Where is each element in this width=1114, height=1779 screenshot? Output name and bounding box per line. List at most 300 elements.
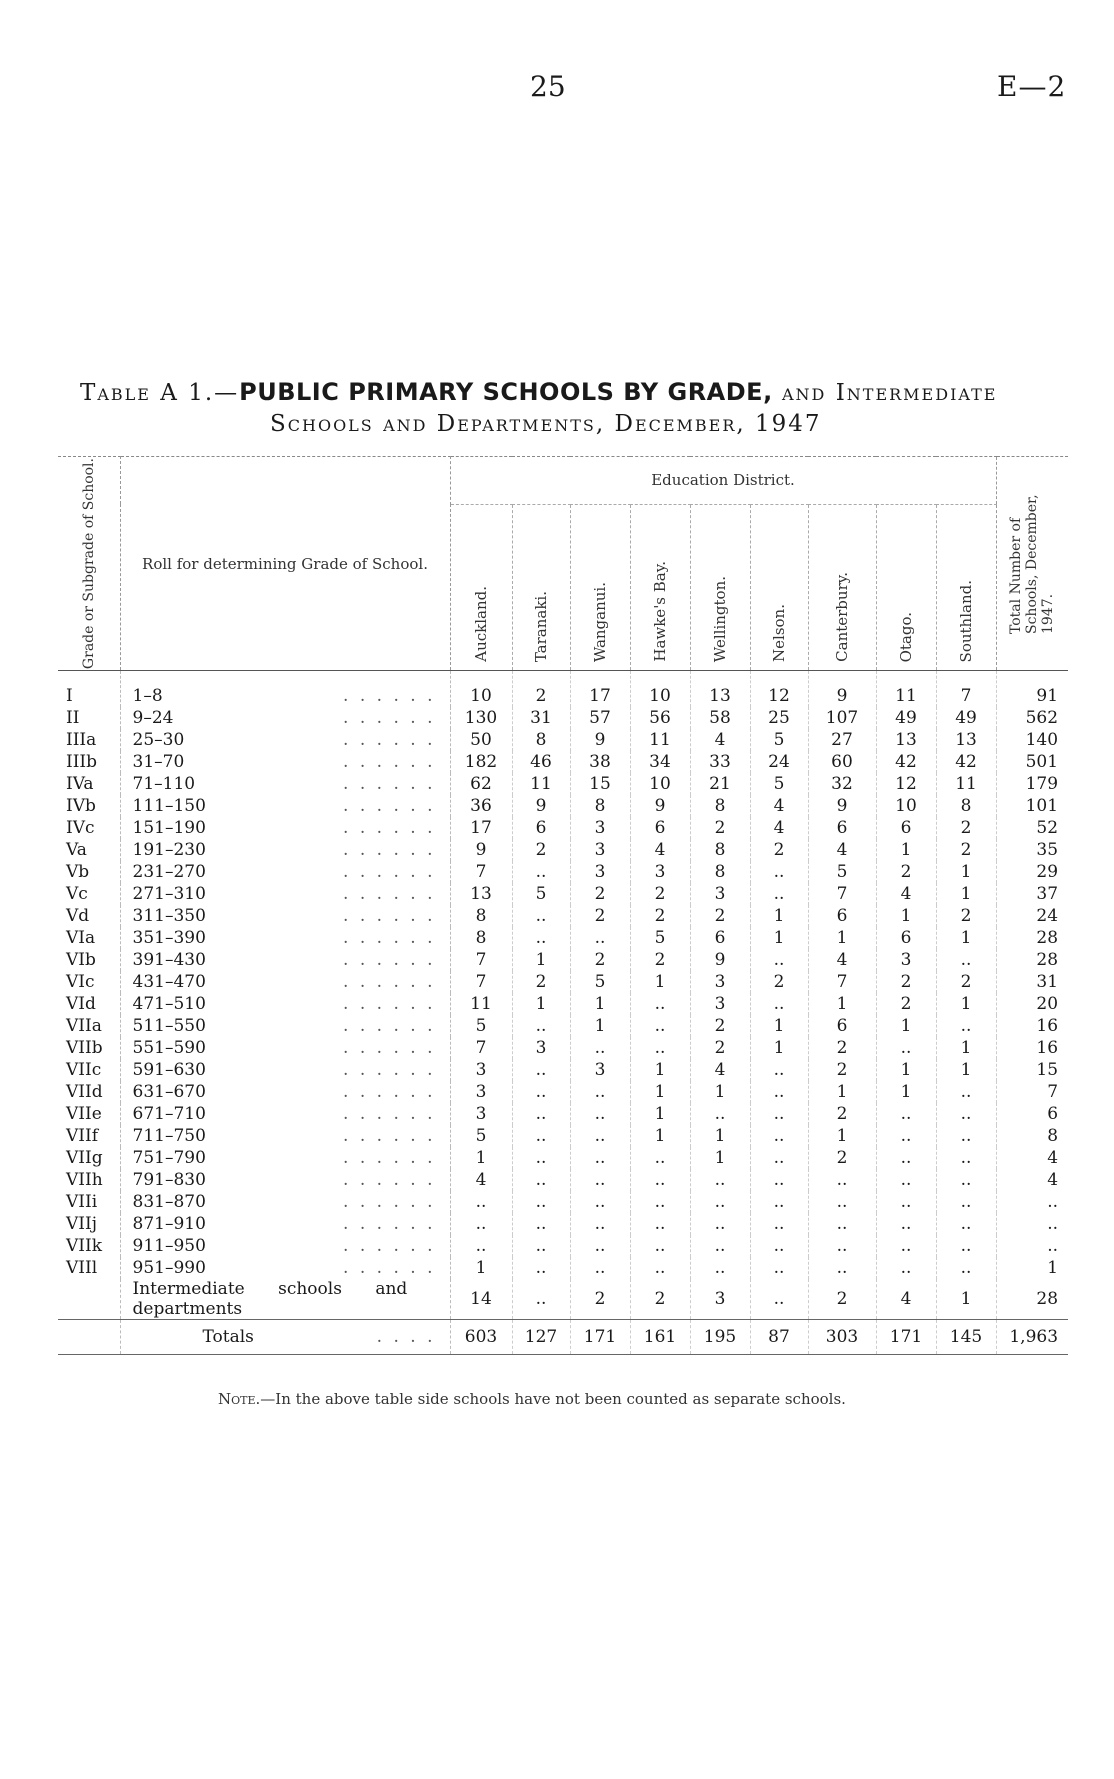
district-value-cell: .. — [512, 1081, 570, 1103]
page-reference: E—2 — [997, 70, 1067, 103]
district-value-cell: .. — [876, 1235, 936, 1257]
district-value-cell: .. — [936, 1235, 996, 1257]
table-row — [58, 861, 1068, 883]
table-row — [58, 993, 1068, 1015]
district-value-cell: .. — [630, 1015, 690, 1037]
roll-cell: 751–790 . . . . . . — [120, 1147, 450, 1169]
district-value-cell: 3 — [450, 1103, 512, 1125]
district-value-cell: 11 — [876, 671, 936, 708]
total-cell: 140 — [996, 729, 1068, 751]
roll-cell: 791–830 . . . . . . — [120, 1169, 450, 1191]
table-row — [58, 1235, 1068, 1257]
district-value-cell: 4 — [876, 883, 936, 905]
table-row — [58, 1147, 1068, 1169]
district-value-cell: 4 — [808, 839, 876, 861]
district-value-cell: 14 — [450, 1279, 512, 1320]
district-value-cell: 6 — [630, 817, 690, 839]
roll-cell: 351–390 . . . . . . — [120, 927, 450, 949]
district-value-cell: .. — [570, 927, 630, 949]
district-value-cell: 6 — [690, 927, 750, 949]
district-value-cell: .. — [630, 1257, 690, 1279]
district-value-cell: .. — [750, 1279, 808, 1320]
grade-cell: IVa — [58, 773, 120, 795]
total-cell: 31 — [996, 971, 1068, 993]
grade-cell: VIb — [58, 949, 120, 971]
district-value-cell: 2 — [690, 1015, 750, 1037]
roll-cell: 871–910 . . . . . . — [120, 1213, 450, 1235]
district-value-cell: 1 — [936, 1059, 996, 1081]
grade-column-header: Grade or Subgrade of School. — [58, 457, 120, 671]
table-row — [58, 1257, 1068, 1279]
district-value-cell: 2 — [936, 971, 996, 993]
title-prefix: Table A 1.— — [80, 380, 240, 406]
intermediate-row — [58, 1279, 1068, 1320]
total-cell: 179 — [996, 773, 1068, 795]
district-value-cell: 3 — [690, 971, 750, 993]
grade-cell — [58, 1320, 120, 1355]
table-row — [58, 927, 1068, 949]
district-total-cell: 87 — [750, 1320, 808, 1355]
district-total-cell: 603 — [450, 1320, 512, 1355]
district-value-cell: .. — [750, 1103, 808, 1125]
district-value-cell: 2 — [808, 1037, 876, 1059]
district-value-cell: .. — [570, 1125, 630, 1147]
district-value-cell: .. — [570, 1235, 630, 1257]
district-value-cell: 2 — [570, 949, 630, 971]
grade-cell: Vb — [58, 861, 120, 883]
district-value-cell: .. — [750, 1059, 808, 1081]
district-value-cell: .. — [876, 1147, 936, 1169]
grade-cell — [58, 1279, 120, 1320]
total-cell: 35 — [996, 839, 1068, 861]
district-value-cell: .. — [630, 1147, 690, 1169]
roll-cell: 591–630 . . . . . . — [120, 1059, 450, 1081]
district-value-cell: 8 — [690, 795, 750, 817]
table-row — [58, 729, 1068, 751]
district-value-cell: 15 — [570, 773, 630, 795]
grade-cell: VIIl — [58, 1257, 120, 1279]
district-value-cell: 34 — [630, 751, 690, 773]
grade-cell: VIIg — [58, 1147, 120, 1169]
district-value-cell: 4 — [808, 949, 876, 971]
roll-cell: 391–430 . . . . . . — [120, 949, 450, 971]
district-value-cell: 7 — [808, 971, 876, 993]
district-value-cell: 2 — [936, 817, 996, 839]
district-value-cell: 3 — [570, 817, 630, 839]
district-value-cell: 24 — [750, 751, 808, 773]
district-value-cell: 6 — [808, 817, 876, 839]
roll-cell: 31–70 . . . . . . — [120, 751, 450, 773]
district-value-cell: .. — [876, 1191, 936, 1213]
grade-cell: VId — [58, 993, 120, 1015]
title-bold: PUBLIC PRIMARY SCHOOLS BY GRADE, — [239, 378, 773, 406]
district-value-cell: 1 — [630, 1081, 690, 1103]
district-value-cell: 1 — [570, 1015, 630, 1037]
district-value-cell: .. — [512, 1059, 570, 1081]
total-cell: 28 — [996, 1279, 1068, 1320]
district-header: Otago. — [876, 504, 936, 670]
district-value-cell: 1 — [936, 861, 996, 883]
district-value-cell: 10 — [630, 671, 690, 708]
district-value-cell: 27 — [808, 729, 876, 751]
district-value-cell: 25 — [750, 707, 808, 729]
district-value-cell: .. — [690, 1235, 750, 1257]
roll-cell: 191–230 . . . . . . — [120, 839, 450, 861]
district-value-cell: 2 — [512, 839, 570, 861]
district-value-cell: 17 — [570, 671, 630, 708]
table-row — [58, 1081, 1068, 1103]
district-value-cell: .. — [876, 1103, 936, 1125]
grade-cell: VIIi — [58, 1191, 120, 1213]
district-value-cell: 1 — [876, 1081, 936, 1103]
district-value-cell: .. — [570, 1081, 630, 1103]
district-value-cell: 3 — [570, 839, 630, 861]
district-value-cell: 1 — [750, 905, 808, 927]
district-value-cell: 13 — [450, 883, 512, 905]
district-value-cell: 9 — [630, 795, 690, 817]
district-value-cell: 2 — [630, 883, 690, 905]
district-value-cell: .. — [512, 1147, 570, 1169]
total-cell: 91 — [996, 671, 1068, 708]
district-value-cell: 6 — [808, 905, 876, 927]
grade-cell: IIIa — [58, 729, 120, 751]
district-value-cell: 1 — [690, 1147, 750, 1169]
grade-cell: VIIk — [58, 1235, 120, 1257]
district-value-cell: .. — [690, 1213, 750, 1235]
district-value-cell: .. — [936, 1125, 996, 1147]
district-value-cell: .. — [450, 1213, 512, 1235]
table-row — [58, 1059, 1068, 1081]
district-value-cell: 1 — [690, 1125, 750, 1147]
district-value-cell: .. — [936, 1147, 996, 1169]
district-value-cell: 36 — [450, 795, 512, 817]
schools-table — [58, 456, 1068, 1355]
roll-cell: 831–870 . . . . . . — [120, 1191, 450, 1213]
table-row — [58, 839, 1068, 861]
district-value-cell: .. — [750, 949, 808, 971]
table-row — [58, 773, 1068, 795]
district-value-cell: .. — [570, 1147, 630, 1169]
district-value-cell: 42 — [876, 751, 936, 773]
district-value-cell: .. — [936, 1169, 996, 1191]
district-value-cell: 21 — [690, 773, 750, 795]
roll-cell: 1–8 . . . . . . — [120, 671, 450, 708]
district-value-cell: 1 — [936, 1037, 996, 1059]
table-row — [58, 971, 1068, 993]
roll-cell: 511–550 . . . . . . — [120, 1015, 450, 1037]
district-value-cell: 1 — [808, 927, 876, 949]
district-value-cell: 8 — [512, 729, 570, 751]
district-value-cell: 38 — [570, 751, 630, 773]
district-total-cell: 171 — [570, 1320, 630, 1355]
district-value-cell: 12 — [876, 773, 936, 795]
district-value-cell: 1 — [936, 927, 996, 949]
district-value-cell: 56 — [630, 707, 690, 729]
total-cell: 29 — [996, 861, 1068, 883]
district-value-cell: 6 — [512, 817, 570, 839]
district-value-cell: 7 — [450, 861, 512, 883]
district-total-cell: 195 — [690, 1320, 750, 1355]
district-value-cell: 2 — [936, 839, 996, 861]
district-value-cell: .. — [512, 1103, 570, 1125]
grade-cell: Vd — [58, 905, 120, 927]
district-value-cell: .. — [750, 883, 808, 905]
district-value-cell: 8 — [690, 861, 750, 883]
district-value-cell: .. — [570, 1191, 630, 1213]
total-cell: 8 — [996, 1125, 1068, 1147]
district-value-cell: .. — [570, 1257, 630, 1279]
district-value-cell: .. — [750, 1125, 808, 1147]
district-value-cell: .. — [512, 1191, 570, 1213]
district-header: Nelson. — [750, 504, 808, 670]
district-value-cell: .. — [936, 1015, 996, 1037]
district-value-cell: 10 — [876, 795, 936, 817]
district-value-cell: 1 — [630, 1125, 690, 1147]
district-value-cell: .. — [570, 1103, 630, 1125]
district-value-cell: 1 — [450, 1147, 512, 1169]
district-value-cell: .. — [808, 1235, 876, 1257]
district-value-cell: 2 — [570, 1279, 630, 1320]
district-value-cell: .. — [876, 1213, 936, 1235]
district-value-cell: 1 — [876, 905, 936, 927]
grade-cell: VIIf — [58, 1125, 120, 1147]
total-cell: 15 — [996, 1059, 1068, 1081]
district-value-cell: .. — [570, 1169, 630, 1191]
district-value-cell: 8 — [936, 795, 996, 817]
district-value-cell: .. — [690, 1257, 750, 1279]
district-value-cell: 2 — [570, 905, 630, 927]
district-value-cell: 8 — [570, 795, 630, 817]
district-value-cell: 2 — [512, 671, 570, 708]
district-value-cell: 2 — [690, 1037, 750, 1059]
district-value-cell: 2 — [808, 1279, 876, 1320]
district-value-cell: 1 — [750, 1015, 808, 1037]
district-value-cell: 2 — [876, 861, 936, 883]
district-value-cell: 6 — [876, 927, 936, 949]
district-value-cell: 11 — [450, 993, 512, 1015]
district-value-cell: 4 — [876, 1279, 936, 1320]
district-value-cell: 6 — [808, 1015, 876, 1037]
district-value-cell: 1 — [750, 927, 808, 949]
district-value-cell: 1 — [808, 1125, 876, 1147]
table-row — [58, 1169, 1068, 1191]
grade-cell: VIa — [58, 927, 120, 949]
district-value-cell: 5 — [512, 883, 570, 905]
district-value-cell: 4 — [630, 839, 690, 861]
district-value-cell: .. — [512, 861, 570, 883]
district-value-cell: 11 — [512, 773, 570, 795]
district-value-cell: 1 — [808, 993, 876, 1015]
district-value-cell: 3 — [512, 1037, 570, 1059]
roll-cell: 111–150 . . . . . . — [120, 795, 450, 817]
district-value-cell: 9 — [570, 729, 630, 751]
district-value-cell: 1 — [876, 1059, 936, 1081]
district-value-cell: 4 — [750, 795, 808, 817]
district-value-cell: 5 — [450, 1125, 512, 1147]
district-value-cell: 3 — [690, 1279, 750, 1320]
district-value-cell: 2 — [808, 1147, 876, 1169]
district-value-cell: 107 — [808, 707, 876, 729]
district-value-cell: 2 — [570, 883, 630, 905]
district-value-cell: 13 — [936, 729, 996, 751]
district-value-cell: .. — [750, 1147, 808, 1169]
roll-cell: 711–750 . . . . . . — [120, 1125, 450, 1147]
grade-cell: VIIe — [58, 1103, 120, 1125]
district-value-cell: .. — [690, 1191, 750, 1213]
district-total-cell: 161 — [630, 1320, 690, 1355]
district-value-cell: .. — [630, 1037, 690, 1059]
district-value-cell: .. — [876, 1037, 936, 1059]
district-value-cell: 1 — [936, 1279, 996, 1320]
district-value-cell: 2 — [512, 971, 570, 993]
district-value-cell: 8 — [450, 927, 512, 949]
table-subtitle: Schools and Departments, December, 1947 — [270, 411, 822, 437]
district-value-cell: 3 — [690, 883, 750, 905]
district-value-cell: .. — [512, 1257, 570, 1279]
schools-table-container — [58, 456, 1068, 1355]
grade-cell: I — [58, 671, 120, 708]
district-value-cell: 2 — [690, 905, 750, 927]
district-value-cell: .. — [936, 1257, 996, 1279]
district-value-cell: .. — [512, 1279, 570, 1320]
district-value-cell: 9 — [808, 671, 876, 708]
district-value-cell: 11 — [936, 773, 996, 795]
district-value-cell: 3 — [876, 949, 936, 971]
district-value-cell: 12 — [750, 671, 808, 708]
district-value-cell: 1 — [630, 1059, 690, 1081]
total-cell: 20 — [996, 993, 1068, 1015]
district-value-cell: 7 — [450, 1037, 512, 1059]
total-cell: .. — [996, 1235, 1068, 1257]
grade-cell: VIIc — [58, 1059, 120, 1081]
roll-cell: 631–670 . . . . . . — [120, 1081, 450, 1103]
roll-column-header: Roll for determining Grade of School. — [120, 457, 450, 671]
roll-cell: 431–470 . . . . . . — [120, 971, 450, 993]
district-value-cell: .. — [512, 1125, 570, 1147]
district-value-cell: 1 — [750, 1037, 808, 1059]
district-value-cell: .. — [512, 1213, 570, 1235]
district-total-cell: 303 — [808, 1320, 876, 1355]
district-value-cell: 49 — [936, 707, 996, 729]
total-cell: 4 — [996, 1169, 1068, 1191]
district-value-cell: .. — [512, 1169, 570, 1191]
district-value-cell: .. — [690, 1103, 750, 1125]
district-value-cell: 9 — [690, 949, 750, 971]
district-header: Wellington. — [690, 504, 750, 670]
district-value-cell: .. — [936, 1081, 996, 1103]
district-value-cell: .. — [936, 1213, 996, 1235]
district-value-cell: 5 — [750, 773, 808, 795]
district-value-cell: 2 — [750, 839, 808, 861]
district-value-cell: 42 — [936, 751, 996, 773]
total-cell: .. — [996, 1213, 1068, 1235]
intermediate-label: Intermediate schools and departments — [120, 1279, 450, 1320]
district-value-cell: .. — [750, 1235, 808, 1257]
district-value-cell: .. — [690, 1169, 750, 1191]
roll-cell: 231–270 . . . . . . — [120, 861, 450, 883]
district-value-cell: 2 — [808, 1103, 876, 1125]
total-cell: 101 — [996, 795, 1068, 817]
total-cell: 501 — [996, 751, 1068, 773]
grade-cell: IIIb — [58, 751, 120, 773]
district-value-cell: 57 — [570, 707, 630, 729]
district-value-cell: 1 — [690, 1081, 750, 1103]
district-value-cell: .. — [630, 1235, 690, 1257]
district-value-cell: 6 — [876, 817, 936, 839]
district-value-cell: 2 — [630, 949, 690, 971]
district-value-cell: .. — [512, 905, 570, 927]
grade-cell: IVc — [58, 817, 120, 839]
district-value-cell: 1 — [808, 1081, 876, 1103]
grade-cell: VIId — [58, 1081, 120, 1103]
table-row — [58, 883, 1068, 905]
note-text: —In the above table side schools have not been counted as separate schools. — [260, 1390, 846, 1408]
district-value-cell: .. — [876, 1125, 936, 1147]
district-header: Canterbury. — [808, 504, 876, 670]
grade-cell: VIIh — [58, 1169, 120, 1191]
grade-cell: II — [58, 707, 120, 729]
district-value-cell: 4 — [450, 1169, 512, 1191]
table-title — [80, 378, 1040, 406]
district-value-cell: 5 — [450, 1015, 512, 1037]
page-number: 25 — [530, 70, 566, 103]
table-row — [58, 751, 1068, 773]
district-value-cell: 10 — [630, 773, 690, 795]
grand-total-cell: 1,963 — [996, 1320, 1068, 1355]
table-row — [58, 1125, 1068, 1147]
table-row — [58, 1037, 1068, 1059]
district-value-cell: 32 — [808, 773, 876, 795]
table-note — [218, 1390, 846, 1408]
district-value-cell: 5 — [808, 861, 876, 883]
district-value-cell: 3 — [570, 1059, 630, 1081]
district-value-cell: .. — [450, 1191, 512, 1213]
table-row — [58, 795, 1068, 817]
table-row — [58, 1103, 1068, 1125]
district-total-cell: 171 — [876, 1320, 936, 1355]
district-value-cell: .. — [808, 1191, 876, 1213]
district-value-cell: 7 — [450, 949, 512, 971]
total-cell: 24 — [996, 905, 1068, 927]
district-value-cell: 2 — [690, 817, 750, 839]
grade-cell: VIIj — [58, 1213, 120, 1235]
district-value-cell: 49 — [876, 707, 936, 729]
roll-cell: 25–30 . . . . . . — [120, 729, 450, 751]
grade-cell: VIIa — [58, 1015, 120, 1037]
district-value-cell: 8 — [450, 905, 512, 927]
district-value-cell: 8 — [690, 839, 750, 861]
district-value-cell: 7 — [450, 971, 512, 993]
district-value-cell: .. — [808, 1213, 876, 1235]
district-value-cell: 2 — [936, 905, 996, 927]
table-row — [58, 707, 1068, 729]
district-value-cell: 31 — [512, 707, 570, 729]
roll-cell: 9–24 . . . . . . — [120, 707, 450, 729]
district-header: Hawke's Bay. — [630, 504, 690, 670]
district-value-cell: .. — [750, 993, 808, 1015]
district-value-cell: .. — [570, 1213, 630, 1235]
roll-cell: 951–990 . . . . . . — [120, 1257, 450, 1279]
district-value-cell: 17 — [450, 817, 512, 839]
total-cell: 1 — [996, 1257, 1068, 1279]
district-value-cell: 1 — [936, 883, 996, 905]
district-value-cell: .. — [512, 1235, 570, 1257]
total-cell: 7 — [996, 1081, 1068, 1103]
district-value-cell: .. — [808, 1257, 876, 1279]
roll-cell: 271–310 . . . . . . — [120, 883, 450, 905]
table-row — [58, 1191, 1068, 1213]
table-row — [58, 817, 1068, 839]
